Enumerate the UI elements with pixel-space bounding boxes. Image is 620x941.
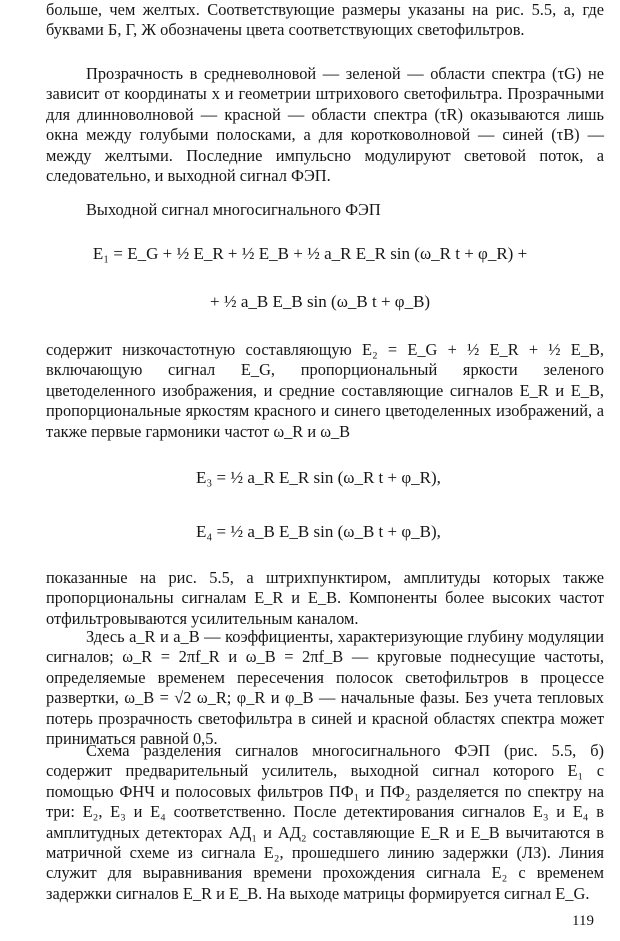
paragraph-4-text: содержит низкочастотную составляющую E₂ = E_G + ½ E_R + ½ E_B, включающую сигнал E_G, пропорциональный яркости зеленого цветоделенного изображения, и средние составляющие сигналов E_R и E_B, пропорциональные яркостям красного и синего цветоделенных изображений, а также первые гармоники частот ω_R и ω_B [46,340,604,441]
formula-e4 [0,522,620,542]
paragraph-4 [46,340,604,442]
paragraph-1 [46,0,604,41]
paragraph-7 [46,741,604,904]
formula-e1-line2-text: + ½ a_B E_B sin (ω_B t + φ_B) [210,292,431,311]
paragraph-5-text: показанные на рис. 5.5, а штрихпунктиром, амплитуды которых также пропорциональны сигналам E_R и E_B. Компоненты более высоких частот отфильтровываются усилительным каналом. [46,568,604,628]
formula-e4-text: E₄ = ½ a_B E_B sin (ω_B t + φ_B), [196,522,441,541]
paragraph-2 [46,64,604,186]
paragraph-3-text: Выходной сигнал многосигнального ФЭП [86,200,381,219]
page-number: 119 [572,913,594,929]
formula-e1-line1 [0,244,620,264]
formula-e1-line1-text: E₁ = E_G + ½ E_R + ½ E_B + ½ a_R E_R sin (ω_R t + φ_R) + [92,244,528,263]
formula-e3 [0,468,620,488]
formula-e3-text: E₃ = ½ a_R E_R sin (ω_R t + φ_R), [196,468,441,487]
paragraph-5 [46,568,604,629]
paragraph-6-text: Здесь a_R и a_B — коэффициенты, характеризующие глубину модуляции сигналов; ω_R = 2πf_R и ω_B = 2πf_B — круговые поднесущие частоты, определяемые временем пересечения полосок светофильтров в процессе развертки, ω_B = √2 ω_R; φ_R и φ_B — начальные фазы. Без учета тепловых потерь прозрачность светофильтра в синей и красной областях спектра может приниматься равной 0,5. [46,627,604,749]
paragraph-2-text: Прозрачность в средневолновой — зеленой — области спектра (τG) не зависит от координаты x и геометрии штрихового светофильтра. Прозрачными для длинноволновой — красной — области спектра (τR) оказываются лишь окна между голубыми полосками, а для коротковолновой — синей (τB) — между желтыми. Последние импульсно модулируют световой поток, а следовательно, и выходной сигнал ФЭП. [46,64,604,186]
formula-e1-line2 [0,292,620,312]
paragraph-6 [46,627,604,749]
paragraph-7-text: Схема разделения сигналов многосигнального ФЭП (рис. 5.5, б) содержит предварительный усилитель, выходной сигнал которого E₁ с помощью ФНЧ и полосовых фильтров ПФ₁ и ПФ₂ разделяется по спектру на три: E₂, E₃ и E₄ соответственно. После детектирования сигналов E₃ и E₄ в амплитудных детекторах АД₁ и АД₂ составляющие E_R и E_B вычитаются в матричной схеме из сигнала E₂, прошедшего линию задержки (ЛЗ). Линия служит для выравнивания времени прохождения сигнала E₂ с временем задержки сигналов E_R и E_B. На выходе матрицы формируется сигнал E_G. [46,741,604,903]
paragraph-1-text: больше, чем желтых. Соответствующие размеры указаны на рис. 5.5, а, где буквами Б, Г, Ж обозначены цвета соответствующих светофильтров. [46,0,604,40]
paragraph-3 [46,200,604,220]
